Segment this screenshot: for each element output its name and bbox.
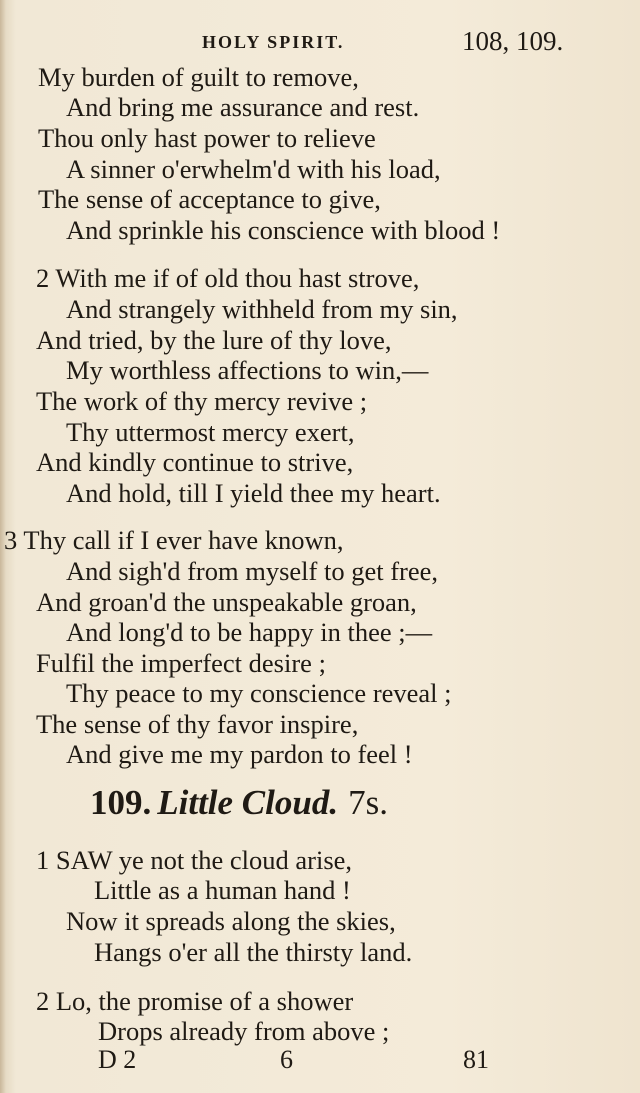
running-head-hymn-numbers: 108, 109. [462, 26, 564, 56]
page-number: 81 [463, 1045, 489, 1074]
verse-line: Thou only hast power to relieve [38, 123, 376, 153]
catchword: 6 [280, 1045, 293, 1074]
verse-line: And tried, by the lure of thy love, [36, 325, 392, 355]
verse-line: 1 SAW ye not the cloud arise, [36, 845, 353, 875]
verse-line: A sinner o'erwhelm'd with his load, [66, 154, 441, 184]
hymn-meter: 7s. [348, 783, 388, 822]
verse-line: And long'd to be happy in thee ;— [66, 617, 433, 647]
verse-line: The sense of acceptance to give, [38, 184, 381, 214]
verse-line: Fulfil the imperfect desire ; [36, 648, 326, 678]
verse-line: Thy peace to my conscience reveal ; [66, 678, 452, 708]
verse-line: And sprinkle his conscience with blood ! [66, 215, 501, 245]
verse-line: Thy uttermost mercy exert, [66, 417, 355, 447]
verse-line: And bring me assurance and rest. [66, 92, 420, 122]
verse-line: 3 Thy call if I ever have known, [4, 525, 344, 555]
verse-line: And strangely withheld from my sin, [66, 294, 458, 324]
verse-line: And groan'd the unspeakable groan, [36, 587, 417, 617]
verse-line: And sigh'd from myself to get free, [66, 556, 439, 586]
hymn-title: Little Cloud. [157, 783, 339, 822]
hymn-heading [90, 783, 388, 823]
verse-line: The sense of thy favor inspire, [36, 709, 359, 739]
verse-line: Little as a human hand ! [94, 875, 351, 905]
signature-mark: D 2 [98, 1045, 137, 1074]
hymn-number: 109. [90, 783, 152, 822]
verse-line: And kindly continue to strive, [36, 447, 354, 477]
verse-line: And give me my pardon to feel ! [66, 739, 413, 769]
verse-line: My worthless affections to win,— [66, 355, 429, 385]
verse-line: 2 With me if of old thou hast strove, [36, 263, 420, 293]
running-head-title: HOLY SPIRIT. [202, 32, 345, 52]
verse-line: And hold, till I yield thee my heart. [66, 478, 441, 508]
verse-line: Now it spreads along the skies, [66, 906, 396, 936]
verse-line: My burden of guilt to remove, [38, 62, 359, 92]
verse-line: 2 Lo, the promise of a shower [36, 986, 354, 1016]
verse-line: Drops already from above ; [98, 1016, 390, 1046]
verse-line: Hangs o'er all the thirsty land. [94, 937, 413, 967]
verse-line: The work of thy mercy revive ; [36, 386, 368, 416]
